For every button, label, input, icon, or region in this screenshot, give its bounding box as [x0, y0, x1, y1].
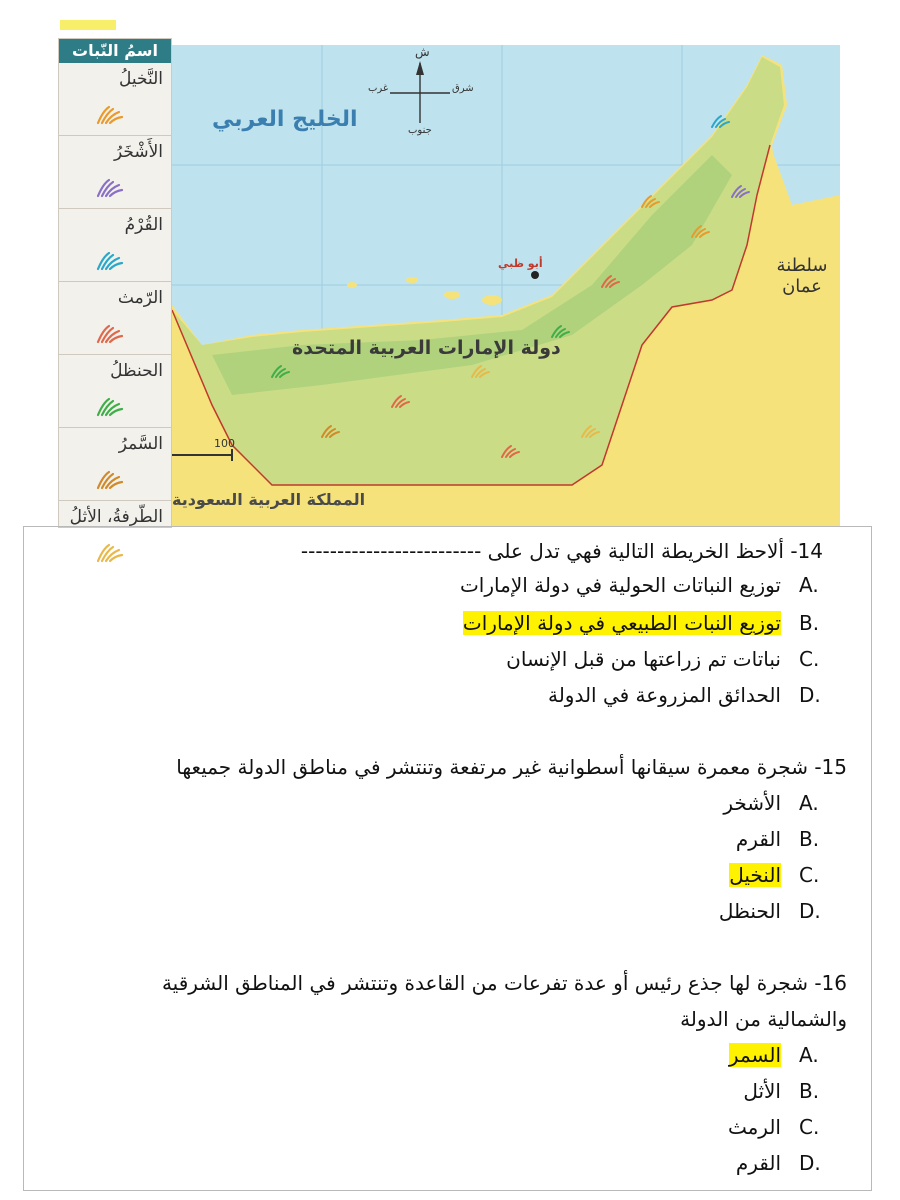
option-letter: D. [799, 1151, 821, 1175]
legend-item-label: الأَشْخَرُ [113, 142, 163, 162]
option-text: نباتات تم زراعتها من قبل الإنسان [506, 647, 781, 671]
option-row[interactable] [729, 863, 823, 887]
question-number: 16- [814, 971, 847, 995]
ramth-symbol-icon [95, 322, 125, 344]
option-text: الرمث [727, 1115, 781, 1139]
legend-item-label: الطّرفةُ، الأثلُ [69, 507, 163, 527]
option-row[interactable] [736, 827, 823, 851]
option-text: توزيع النباتات الحولية في دولة الإمارات [459, 573, 781, 597]
option-text: الأثل [743, 1079, 781, 1103]
samr-symbol-icon [95, 468, 125, 490]
option-letter: C. [799, 863, 820, 887]
legend-header: اسمُ النّبات [59, 39, 171, 63]
option-row[interactable] [729, 1043, 823, 1067]
question-number: 14- [790, 539, 823, 563]
option-letter: B. [799, 1079, 820, 1103]
option-letter: B. [799, 611, 820, 635]
option-row[interactable] [719, 899, 823, 923]
option-letter: D. [799, 683, 821, 707]
legend-item-label: السَّمرُ [118, 434, 163, 454]
compass-east-label: شرق [452, 83, 474, 94]
question-text-line2: والشمالية من الدولة [680, 1007, 847, 1031]
question-text: شجرة معمرة سيقانها أسطوانية غير مرتفعة وتنتشر في مناطق الدولة جميعها [176, 755, 808, 779]
legend-item [59, 428, 171, 501]
legend-item [59, 136, 171, 209]
option-letter: A. [799, 573, 819, 597]
saudi-label: المملكة العربية السعودية [172, 490, 366, 509]
gulf-label: الخليج العربي [212, 107, 358, 132]
question-16-continued [680, 1007, 847, 1031]
question-15 [176, 755, 847, 779]
option-row[interactable] [548, 683, 823, 707]
question-text: ألاحظ الخريطة التالية فهي تدل على ------------------------- [300, 539, 784, 563]
ashkhar-symbol-icon [95, 176, 125, 198]
legend-item [59, 282, 171, 355]
option-text-highlighted: السمر [728, 1043, 781, 1067]
legend-item-label: الرّمث [117, 288, 163, 308]
legend-item [59, 63, 171, 136]
uae-vegetation-map [172, 45, 840, 526]
option-text: القرم [735, 827, 781, 851]
hanzal-symbol-icon [95, 395, 125, 417]
option-row[interactable] [460, 573, 823, 597]
question-number: 15- [814, 755, 847, 779]
oman-label: سلطنة عمان [776, 255, 828, 297]
option-text-highlighted: توزيع النبات الطبيعي في دولة الإمارات [462, 611, 781, 635]
palm-symbol-icon [95, 103, 125, 125]
legend-item-label: القُرْمُ [124, 215, 163, 235]
question-14 [301, 539, 823, 563]
question-text: شجرة لها جذع رئيس أو عدة تفرعات من القاعدة وتنتشر في المناطق الشرقية [161, 971, 808, 995]
option-row[interactable] [506, 647, 823, 671]
compass-north-label: ش [415, 45, 430, 59]
option-text-highlighted: النخيل [729, 863, 781, 887]
option-letter: C. [799, 1115, 820, 1139]
compass-south-label: جنوب [408, 125, 432, 136]
legend-item [59, 209, 171, 282]
qurm-symbol-icon [95, 249, 125, 271]
option-text: الحنظل [718, 899, 781, 923]
legend-item [59, 355, 171, 428]
option-text: الحدائق المزروعة في الدولة [547, 683, 781, 707]
option-row[interactable] [736, 1151, 823, 1175]
option-letter: C. [799, 647, 820, 671]
uae-label: دولة الإمارات العربية المتحدة [292, 337, 561, 359]
capital-label: أبو ظبي [498, 257, 543, 270]
legend-item-label: الحنظلُ [110, 361, 163, 381]
option-text: القرم [735, 1151, 781, 1175]
legend-item-label: النَّخيلُ [118, 69, 163, 89]
option-row[interactable] [728, 1115, 823, 1139]
option-letter: A. [799, 791, 819, 815]
option-row[interactable] [743, 1079, 823, 1103]
scale-label: 100 [214, 437, 235, 450]
top-yellow-tab [60, 20, 116, 30]
option-letter: B. [799, 827, 820, 851]
question-box [23, 526, 872, 1191]
option-text: الأشخر [723, 791, 781, 815]
question-16 [162, 971, 847, 995]
option-row[interactable] [723, 791, 823, 815]
option-letter: A. [799, 1043, 819, 1067]
option-letter: D. [799, 899, 821, 923]
plant-legend [58, 38, 172, 528]
compass-west-label: غرب [368, 83, 389, 94]
option-row[interactable] [463, 611, 823, 635]
